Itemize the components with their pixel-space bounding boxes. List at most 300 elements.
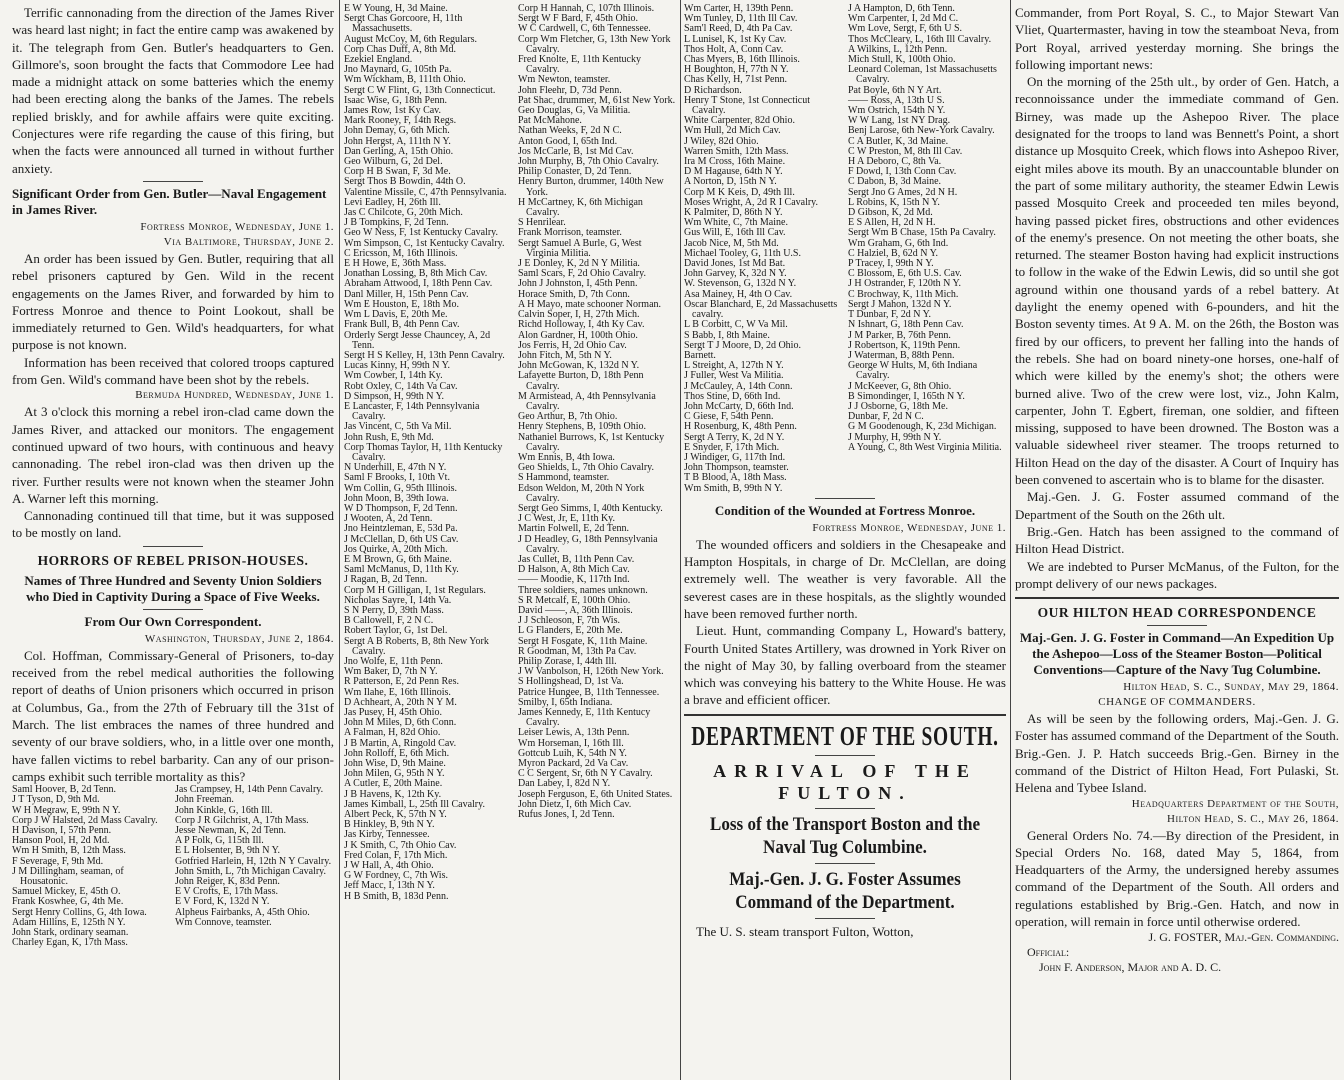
name-entry: Wm Graham, G, 6th Ind. bbox=[848, 237, 949, 249]
name-entry: S Hollingshead, D, 1st Va. bbox=[518, 676, 624, 688]
name-entry: S N Perry, D, 39th Mass. bbox=[344, 604, 444, 616]
name-entry: J C West, Jr, E, 11th Ky. bbox=[518, 513, 616, 525]
name-entry: J Robertson, K, 119th Penn. bbox=[848, 339, 961, 351]
article-paragraph: Col. Hoffman, Commissary-General of Prisoners, to-day received from the rebel medical authorities the following report of deaths of Union prisoners which occurred in prison at Columbus, Ga., from the 27th of February till the 31st of March. The list embraces the names of three hundred and seventy of our brave soldiers, who, in a little over one month, have fallen victims to rebel barbarity. Can any of our prison-camps exhibit such terrible mortality as this? bbox=[12, 647, 334, 784]
name-entry: S Hammond, teamster. bbox=[518, 472, 610, 484]
dateline: Headquarters Department of the South, bbox=[1131, 797, 1339, 810]
name-entry: E V Crofts, E, 17th Mass. bbox=[175, 886, 278, 898]
name-entry: Jas Kirby, Tennessee. bbox=[344, 829, 430, 841]
name-entry: Wm E Houston, E, 18th Mo. bbox=[344, 298, 459, 310]
name-entry: C W Preston, M, 8th Ill Cav. bbox=[848, 145, 963, 157]
article-paragraph: At 3 o'clock this morning a rebel iron-clad came down the James River, and attacked our monitors. The engagement continued upward of two hours, with continuous and heavy cannonading. The rebel iron-clad was then driven up the river. Further results were not known when the steamer John A. Warner left this morning. bbox=[12, 404, 334, 506]
column-5 bbox=[1015, 4, 1339, 975]
dateline: Hilton Head, S. C., Sunday, May 29, 1864. bbox=[1123, 681, 1339, 694]
section-subhead: CHANGE OF COMMANDERS. bbox=[1098, 696, 1256, 709]
name-entry: Ira M Cross, 16th Maine. bbox=[684, 156, 786, 168]
name-entry: Leonard Coleman, 1st Massachusetts Cavalry. bbox=[848, 64, 997, 86]
name-entry: B Simondinger, I, 165th N Y. bbox=[848, 390, 965, 402]
name-entry: Hanson Pool, H, 2d Md. bbox=[12, 835, 110, 847]
name-entry: C A Butler, K, 3d Maine. bbox=[848, 135, 949, 147]
name-entry: Thos McCleary, L, 16th Ill Cavalry. bbox=[848, 33, 992, 45]
name-entry: Sergt Thos B Bowdin, 44th O. bbox=[344, 176, 466, 188]
article-paragraph: Terrific cannonading from the direction of the James River was heard last night; in fact the entire camp was awakened by it. The telegraph from Gen. Butler's headquarters to Gen. Gillmore's, soon brought the facts that Commodore Lee had made a midnight attack on some batteries which the enemy had been erecting along the banks of the James. The rebels replied briskly, and for awhile affairs were quite exciting. Conjectures were rife regarding the cause of this firing, but when the facts were announced all turned in without further anxiety. bbox=[12, 5, 334, 176]
name-entry: —— Ross, A, 13th U S. bbox=[848, 94, 945, 106]
name-entry: Wm Carpenter, I, 2d Md C. bbox=[848, 13, 959, 25]
name-entry: John Demay, G, 6th Mich. bbox=[344, 125, 450, 137]
name-entry: Samuel Mickey, E, 45th O. bbox=[12, 886, 121, 898]
name-entry: Corp H B Swan, F, 3d Me. bbox=[344, 166, 451, 178]
name-entry: Jos Ferris, H, 2d Ohio Cav. bbox=[518, 339, 627, 351]
name-entry: Jonathan Lossing, B, 8th Mich Cav. bbox=[344, 268, 488, 280]
name-entry: W. Stevenson, G, 132d N Y. bbox=[684, 278, 797, 290]
name-entry: A H Mayo, mate schooner Norman. bbox=[518, 298, 662, 310]
name-entry: Wm Collin, G, 95th Illinois. bbox=[344, 482, 458, 494]
name-entry: Three soldiers, names unknown. bbox=[518, 584, 648, 596]
name-entry: Wm Newton, teamster. bbox=[518, 74, 611, 86]
name-entry: Henry Burton, drummer, 140th New York. bbox=[518, 176, 664, 198]
name-entry: J W Hall, A, 4th Ohio. bbox=[344, 860, 434, 872]
name-entry: Chas Myers, B, 16th Illinois. bbox=[684, 54, 800, 66]
name-entry: C Dabon, B, 3d Maine. bbox=[848, 176, 942, 188]
name-entry: Asa Mainey, H, 4th O Cav. bbox=[684, 288, 793, 300]
headline-department-south: DEPARTMENT OF THE SOUTH. bbox=[691, 720, 999, 751]
name-entry: John Stark, ordinary seaman. bbox=[12, 926, 129, 938]
column-rule bbox=[339, 0, 340, 1080]
name-entry: Jas Cullet, B, 11th Penn Cav. bbox=[518, 553, 635, 565]
name-entry: Leiser Lewis, A, 13th Penn. bbox=[518, 727, 630, 739]
name-entry: Jas Pusey, H, 45th Ohio. bbox=[344, 707, 442, 719]
name-entry: Wm White, C, 7th Maine. bbox=[684, 217, 788, 229]
name-entry: S R Metcalf, E, 100th Ohio. bbox=[518, 594, 631, 606]
name-entry: Sergt Henry Collins, G, 4th Iowa. bbox=[12, 906, 147, 918]
name-entry: Robert Taylor, G, 1st Del. bbox=[344, 625, 448, 637]
name-entry: N Underhill, E, 47th N Y. bbox=[344, 462, 447, 474]
name-column bbox=[175, 785, 334, 948]
name-entry: John Fleehr, D, 73d Penn. bbox=[518, 84, 622, 96]
name-entry: Corp M K Keis, D, 49th Ill. bbox=[684, 186, 795, 198]
column-1 bbox=[12, 4, 334, 948]
name-entry: Gotfried Harlein, H, 12th N Y Cavalry. bbox=[175, 855, 332, 867]
name-entry: L Streight, A, 127th N Y. bbox=[684, 360, 784, 372]
name-entry: D Halson, A, 8th Mich Cav. bbox=[518, 564, 630, 576]
name-entry: Wm Love, Sergt, F, 6th U S. bbox=[848, 23, 963, 35]
name-entry: John Fitch, M, 5th N Y. bbox=[518, 349, 612, 361]
divider bbox=[143, 609, 203, 610]
name-entry: Saml Scars, F, 2d Ohio Cavalry. bbox=[518, 268, 646, 280]
article-paragraph: Commander, from Port Royal, S. C., to Major Stewart Van Vliet, Quartermaster, having in tow the steamboat Neva, from Port Royal, arrived yesterday morning. She brings the following important news: bbox=[1015, 5, 1339, 72]
name-entry: John Thompson, teamster. bbox=[684, 462, 789, 474]
name-entry: Corp J W Halsted, 2d Mass Cavalry. bbox=[12, 814, 158, 826]
name-entry: Sergt Jno G Ames, 2d N H. bbox=[848, 186, 958, 198]
name-entry: Wm Tunley, D, 11th Ill Cav. bbox=[684, 13, 798, 25]
name-entry: Michael Tooley, G, 11th U.S. bbox=[684, 247, 801, 259]
name-entry: E Lancaster, F, 14th Pennsylvania Cavalry. bbox=[344, 400, 480, 423]
name-entry: H Boughton, H, 77th N Y. bbox=[684, 64, 789, 76]
name-entry: Corp Wm Fletcher, G, 13th New York Cavalry. bbox=[518, 33, 671, 55]
name-entry: G M Goodenough, K, 23d Michigan. bbox=[848, 421, 997, 433]
name-entry: Mark Rooney, F, 14th Regs. bbox=[344, 115, 457, 127]
name-entry: E Snyder, F, 17th Mich. bbox=[684, 441, 780, 453]
name-entry: Sergt T J Moore, D, 2d Ohio. bbox=[684, 339, 801, 351]
name-entry: Corp H Hannah, C, 107th Illinois. bbox=[518, 3, 655, 14]
name-entry: Wm Ostrich, 154th N Y. bbox=[848, 105, 946, 117]
name-entry: White Carpenter, 82d Ohio. bbox=[684, 115, 795, 127]
name-entry: Pat Shac, drummer, M, 61st New York. bbox=[518, 94, 676, 106]
name-entry: David ——, A, 36th Illinois. bbox=[518, 604, 633, 616]
name-entry: Sergt C W Flint, G, 13th Connecticut. bbox=[344, 84, 496, 96]
name-entry: Moses Wright, A, 2d R I Cavalry. bbox=[684, 196, 819, 208]
name-entry: Jas C Chilcote, G, 20th Mich. bbox=[344, 207, 463, 219]
signature: J. G. FOSTER, Maj.-Gen. Commanding. bbox=[1148, 930, 1339, 945]
name-entry: Geo Douglas, G, Va Militia. bbox=[518, 105, 631, 117]
name-entry: Dan Gerling, A, 15th Ohio. bbox=[344, 145, 454, 157]
name-entry: C Halziel, B, 62d N Y. bbox=[848, 247, 938, 259]
name-entry: Pat Boyle, 6th N Y Art. bbox=[848, 84, 942, 96]
name-column bbox=[684, 4, 842, 494]
name-entry: E V Ford, K, 132d N Y. bbox=[175, 896, 270, 908]
name-entry: Myron Packard, 2d Va Cav. bbox=[518, 758, 629, 770]
name-entry: Ezekiel England. bbox=[344, 54, 413, 66]
name-entry: Sergt Wm B Chase, 15th Pa Cavalry. bbox=[848, 227, 996, 239]
name-entry: H McCartney, K, 6th Michigan Cavalry. bbox=[518, 196, 643, 219]
article-paragraph: Brig.-Gen. Hatch has been assigned to the command of Hilton Head District. bbox=[1015, 523, 1339, 557]
article-paragraph: An order has been issued by Gen. Butler, requiring that all rebel prisoners captured by Gen. Wild in the recent engagements on the James River, and forwarded by him to Fortress Monroe and thence to Point Lookout, shall be immediately returned to Gen. Wild's headquarters, for what purpose is not known. bbox=[12, 250, 334, 353]
name-entry: R Goodman, M, 13th Pa Cav. bbox=[518, 645, 637, 657]
divider bbox=[143, 546, 203, 547]
signature: John F. Anderson, Major and A. D. C. bbox=[1039, 960, 1222, 975]
name-entry: Joseph Ferguson, E, 6th United States. bbox=[518, 788, 673, 800]
name-entry: J Wiley, 82d Ohio. bbox=[684, 135, 759, 147]
name-entry: F Severage, F, 9th Md. bbox=[12, 855, 104, 867]
name-entry: J H Ostrander, F, 120th N Y. bbox=[848, 278, 961, 290]
dateline: Fortress Monroe, Wednesday, June 1. bbox=[812, 521, 1006, 534]
name-entry: D M Hagause, 64th N Y. bbox=[684, 166, 783, 178]
name-entry: John Smith, L, 7th Michigan Cavalry. bbox=[175, 865, 327, 877]
name-entry: Jno Maynard, G, 105th Pa. bbox=[344, 64, 452, 76]
name-entry: James Kennedy, E, 11th Kentucy Cavalry. bbox=[518, 707, 651, 729]
name-entry: George W Hults, M, 6th Indiana Cavalry. bbox=[848, 360, 978, 382]
name-entry: D Achheart, A, 20th N Y M. bbox=[344, 696, 457, 708]
name-entry: Danl Miller, H, 15th Penn Cav. bbox=[344, 288, 469, 300]
name-entry: H B Smith, B, 183d Penn. bbox=[344, 890, 449, 902]
name-entry: Wm Connove, teamster. bbox=[175, 916, 272, 928]
article-paragraph: On the morning of the 25th ult., by order of Gen. Hatch, a reconnoissance under the immediate command of Gen. Birney, was made up the Ashepoo River. The place designated for the troops to land was Bennett's Point, a short distance up Mosquito Creek, which flows into Ashepoo River, eight miles above its mouth. By an unaccountable blunder on the part of some military authority, the steamer Edwin Lewis passed Mosquito Creek and proceeded ten miles beyond, having passed picket fires, obstructions and other evidences of the enemy's presence. On not meeting the other boats, she returned. The steamer Boston having had explicit instructions to follow in the wake of the Edwin Lewis, did so until she got aground within one thousand yards of a rebel battery. At daylight the enemy opened with 6-pounders, and hit the Boston seventy times. At 9 A. M. on the 26th, the Boston was fired by our officers, to prevent her falling into the hands of the rebels. She had on board ninety-one horses, one-half of which were killed by the enemy's shot; the others were burned alive. Two of the crew were lost, viz., John Kalm, carpenter, John T. Egbert, fireman, one soldier, and fifteen missing, supposed to have been drowned. The Boston was a valuable sidewheel river steamer. The troops returned to Hilton Head on the day of the disaster. A Court of Inquiry has been convened to ascertain who is to blame for the disaster. bbox=[1015, 74, 1339, 488]
name-entry: W D Thompson, F, 2d Tenn. bbox=[344, 502, 458, 514]
name-entry: James Row, 1st Ky Cav. bbox=[344, 105, 442, 117]
name-entry: Wm Baker, D, 7th N Y. bbox=[344, 666, 438, 678]
name-entry: K Palmiter, D, 86th N Y. bbox=[684, 207, 783, 219]
name-entry: L B Corbitt, C, W Va Mil. bbox=[684, 319, 788, 331]
name-entry: J McClellan, D, 6th US Cav. bbox=[344, 533, 459, 545]
name-entry: Dan Labey, I, 82d N Y. bbox=[518, 778, 611, 790]
name-entry: John Moon, B, 39th Iowa. bbox=[344, 492, 449, 504]
name-column bbox=[12, 785, 171, 948]
name-entry: E M Brown, G, 6th Maine. bbox=[344, 553, 452, 565]
name-entry: J McKeever, G, 8th Ohio. bbox=[848, 380, 952, 392]
name-entry: Sergt H Fosgate, K, 11th Maine. bbox=[518, 635, 648, 647]
name-entry: J Wooten, A, 2d Tenn. bbox=[344, 513, 433, 525]
name-entry: B Callowell, F, 2 N C. bbox=[344, 615, 434, 627]
column-3 bbox=[518, 4, 676, 820]
dateline: Fortress Monroe, Wednesday, June 1. bbox=[140, 220, 334, 233]
name-entry: E L Holsenter, B, 9th N Y. bbox=[175, 845, 281, 857]
name-entry: H Rosenburg, K, 48th Penn. bbox=[684, 421, 797, 433]
name-entry: J Waterman, B, 88th Penn. bbox=[848, 349, 955, 361]
divider bbox=[815, 755, 875, 756]
article-paragraph: As will be seen by the following orders, Maj.-Gen. J. G. Foster has assumed command of the Department of the South. Brig.-Gen. J. P. Hatch succeeds Brig.-Gen. Birney in the command of the District of Hilton Head, Fort Pulaski, St. Helena and Tybee Island. bbox=[1015, 711, 1339, 796]
name-entry: T B Blood, A, 18th Mass. bbox=[684, 472, 787, 484]
column-4 bbox=[684, 4, 1006, 940]
name-entry: R Patterson, E, 2d Penn Res. bbox=[344, 676, 459, 688]
divider bbox=[815, 863, 875, 864]
name-entry: A Wilkins, L, 12th Penn. bbox=[848, 43, 948, 55]
name-entry: John Dietz, I, 6th Mich Cav. bbox=[518, 798, 632, 810]
name-entry: J M Dillingham, seaman, of Housatonic. bbox=[12, 865, 124, 887]
name-entry: J K Smith, C, 7th Ohio Cav. bbox=[344, 839, 457, 851]
name-entry: Jos McCarle, B, 1st Md Cav. bbox=[518, 145, 634, 157]
name-entry: H A Deboro, C, 8th Va. bbox=[848, 156, 942, 168]
name-entry: Lafayette Burton, D, 18th Penn Cavalry. bbox=[518, 370, 644, 392]
name-entry: Thos Stine, D, 66th Ind. bbox=[684, 390, 781, 402]
name-entry: John Rush, E, 9th Md. bbox=[344, 431, 434, 443]
name-entry: L Robins, K, 15th N Y. bbox=[848, 196, 940, 208]
name-list bbox=[684, 4, 1006, 494]
name-entry: C Ericsson, M, 16th Illinois. bbox=[344, 247, 458, 259]
name-entry: Philip Conaster, D, 2d Tenn. bbox=[518, 166, 632, 178]
divider bbox=[684, 714, 1006, 716]
article-paragraph: Cannonading continued till that time, but it was supposed to be mostly on land. bbox=[12, 508, 334, 541]
name-entry: J B Tompkins, F, 2d Tenn. bbox=[344, 217, 449, 229]
name-entry: E W Young, H, 3d Maine. bbox=[344, 3, 448, 14]
name-entry: Gottcub Luih, K, 54th N Y. bbox=[518, 747, 627, 759]
name-entry: James Kimball, L, 25th Ill Cavalry. bbox=[344, 798, 485, 810]
name-entry: Henry Stephens, B, 109th Ohio. bbox=[518, 421, 647, 433]
name-entry: Corp Thomas Taylor, H, 11th Kentucky Cavalry. bbox=[344, 441, 503, 463]
name-entry: Wm Smith, B, 99th N Y. bbox=[684, 482, 783, 494]
name-entry: Jas Crampsey, H, 14th Penn Cavalry. bbox=[175, 784, 324, 796]
name-entry: Sergt A Terry, K, 2d N Y. bbox=[684, 431, 785, 443]
name-entry: Lucas Kinny, H, 99th N Y. bbox=[344, 360, 451, 372]
name-entry: Philip Zorase, I, 44th Ill. bbox=[518, 656, 617, 667]
name-entry: J J Schleoson, F, 7th Wis. bbox=[518, 615, 620, 627]
official-label: Official: bbox=[1027, 945, 1070, 960]
name-entry: Wm H Smith, B, 12th Mass. bbox=[12, 845, 126, 857]
name-entry: Edson Weldon, M, 20th N York Cavalry. bbox=[518, 482, 645, 504]
name-entry: L G Flanders, E, 20th Me. bbox=[518, 625, 623, 637]
correspondent-line: From Our Own Correspondent. bbox=[84, 613, 262, 629]
name-entry: A Cutler, E, 20th Maine. bbox=[344, 778, 443, 790]
name-entry: Wm Ilahe, E, 16th Illinois. bbox=[344, 686, 451, 698]
article-paragraph: Information has been received that colored troops captured from Gen. Wild's command have been shot by the rebels. bbox=[12, 354, 334, 388]
name-entry: A Young, C, 8th West Virginia Militia. bbox=[848, 441, 1002, 453]
name-entry: J M Parker, B, 76th Penn. bbox=[848, 329, 951, 341]
name-entry: John Garvey, K, 32d N Y. bbox=[684, 268, 787, 280]
divider bbox=[815, 808, 875, 809]
name-entry: Gus Will, E, 16th Ill Cav. bbox=[684, 227, 786, 239]
headline-butler-order: Significant Order from Gen. Butler—Naval Engagement in James River. bbox=[12, 185, 327, 217]
name-entry: J Murphy, H, 99th N Y. bbox=[848, 431, 942, 443]
name-entry: Rufus Jones, I, 2d Tenn. bbox=[518, 809, 615, 821]
column-rule bbox=[680, 0, 681, 1080]
name-entry: Dunbar, F, 2d N C. bbox=[848, 411, 924, 423]
name-entry: Saml Hoover, B, 2d Tenn. bbox=[12, 784, 116, 796]
name-entry: C Blossom, E, 6th U.S. Cav. bbox=[848, 268, 962, 280]
name-entry: Smilby, I, 65th Indiana. bbox=[518, 696, 613, 708]
name-entry: F Dowd, I, 13th Conn Cav. bbox=[848, 166, 957, 178]
name-entry: Saml F Brooks, I, 10th Vt. bbox=[344, 472, 450, 484]
dateline: Bermuda Hundred, Wednesday, June 1. bbox=[135, 389, 334, 402]
name-entry: Sergt Geo Simms, I, 40th Kentucky. bbox=[518, 502, 663, 514]
name-entry: Wm Horseman, I, 16th Ill. bbox=[518, 737, 624, 749]
name-entry: John Freeman. bbox=[175, 794, 234, 806]
divider bbox=[1147, 625, 1207, 626]
name-entry: Jno Wolfe, E, 11th Penn. bbox=[344, 656, 443, 667]
name-entry: J Ragan, B, 2d Tenn. bbox=[344, 574, 428, 586]
name-entry: J T Tyson, D, 9th Md. bbox=[12, 794, 100, 806]
name-entry: J J Osborne, G, 18th Me. bbox=[848, 400, 948, 412]
article-paragraph: Lieut. Hunt, commanding Company L, Howard's battery, Fourth United States Artillery, was drowned in York River on the night of May 30, by falling overboard from the steamer which was conveying his battery to the White House. He was a brave and efficient officer. bbox=[684, 623, 1006, 708]
name-entry: John M Miles, D, 6th Conn. bbox=[344, 717, 457, 729]
name-entry: B Hinkley, B, 9th N Y. bbox=[344, 819, 435, 831]
name-entry: Saml McManus, D, 11th Ky. bbox=[344, 564, 459, 576]
name-entry: Geo Arthur, B, 7th Ohio. bbox=[518, 411, 618, 423]
name-entry: W C Cardwell, C, 6th Tennessee. bbox=[518, 23, 651, 35]
article-paragraph: The wounded officers and soldiers in the Chesapeake and Hampton Hospitals, in charge of Dr. McClellan, are doing extremely well. The weather is very favorable. All the severest cases are in these hospitals, as the slightly wounded have been removed further north. bbox=[684, 536, 1006, 621]
name-entry: Jeff Macc, I, 13th N Y. bbox=[344, 880, 435, 892]
name-entry: Sergt H S Kelley, H, 13th Penn Cavalry. bbox=[344, 349, 505, 361]
name-column bbox=[848, 4, 1006, 494]
name-entry: Richd Holloway, I, 4th Ky Cav. bbox=[518, 319, 645, 331]
name-entry: Jno Heintzleman, E, 53d Pa. bbox=[344, 523, 458, 535]
name-entry: Frank Bull, B, 4th Penn Cav. bbox=[344, 319, 460, 331]
name-entry: Oscar Blanchard, E, 2d Massachusetts cavalry. bbox=[684, 298, 838, 321]
article-paragraph: Maj.-Gen. J. G. Foster assumed command of the Department of the South on the 26th ult. bbox=[1015, 489, 1339, 522]
name-entry: Wm Simpson, C, 1st Kentucky Cavalry. bbox=[344, 237, 505, 249]
name-entry: Thos Holt, A, Conn Cav. bbox=[684, 43, 784, 55]
name-entry: Sam'l Reed, D, 4th Pa Cav. bbox=[684, 23, 793, 35]
name-entry: J E Donley, K, 2d N Y Militia. bbox=[518, 258, 640, 270]
name-entry: E S Allen, H, 2d N H. bbox=[848, 217, 936, 229]
name-entry: C C Sergent, Sr, 6th N Y Cavalry. bbox=[518, 768, 653, 780]
name-entry: August McCoy, M, 6th Regulars. bbox=[344, 33, 477, 45]
name-entry: Geo Shields, L, 7th Ohio Cavalry. bbox=[518, 462, 655, 474]
name-entry: Barnett. bbox=[684, 349, 716, 361]
name-entry: S Henrilear. bbox=[518, 217, 566, 229]
name-entry: Wm Ennis, B, 4th Iowa. bbox=[518, 451, 615, 463]
name-entry: Adam Hillins, E, 125th N Y. bbox=[12, 916, 126, 928]
name-entry: Abraham Attwood, I, 18th Penn Cav. bbox=[344, 278, 493, 290]
article-paragraph: We are indebted to Purser McManus, of the Fulton, for the prompt delivery of our news packages. bbox=[1015, 558, 1339, 591]
name-entry: John Murphy, B, 7th Ohio Cavalry. bbox=[518, 156, 659, 168]
name-entry: Fred Colan, F, 17th Mich. bbox=[344, 849, 448, 861]
name-entry: Orderly Sergt Jesse Chauncey, A, 2d Tenn. bbox=[344, 329, 491, 351]
name-entry: Wm L Davis, E, 20th Me. bbox=[344, 309, 448, 321]
name-entry: John Kinkle, G, 16th Ill. bbox=[175, 804, 273, 816]
name-entry: M Armistead, A, 4th Pennsylvania Cavalry. bbox=[518, 390, 656, 412]
column-rule bbox=[1010, 0, 1011, 1080]
name-entry: J A Hampton, D, 6th Tenn. bbox=[848, 3, 955, 14]
name-entry: Corp J R Gilchrist, A, 17th Mass. bbox=[175, 814, 309, 826]
name-entry: D Richardson. bbox=[684, 84, 742, 96]
name-entry: Sergt A B Roberts, B, 8th New York Cavalry. bbox=[344, 635, 489, 657]
name-entry: John McCarty, D, 66th Ind. bbox=[684, 400, 794, 412]
name-entry: John J Johnston, I, 45th Penn. bbox=[518, 278, 638, 290]
name-entry: Geo W Ness, F, 1st Kentucky Cavalry. bbox=[344, 227, 498, 239]
name-entry: Wm Carter, H, 139th Penn. bbox=[684, 3, 794, 14]
divider bbox=[815, 918, 875, 919]
headline-prison-houses: HORRORS OF REBEL PRISON-HOUSES. bbox=[37, 552, 309, 568]
divider bbox=[815, 498, 875, 499]
name-entry: Warren Smith, 12th Mass. bbox=[684, 145, 789, 157]
name-entry: P Tracey, I, 99th N Y. bbox=[848, 258, 934, 270]
name-entry: Pat McMahone. bbox=[518, 115, 582, 127]
name-entry: Sergt Chas Gorcoore, H, 11th Massachusetts. bbox=[344, 13, 463, 35]
name-entry: Nicholas Sayre, I, 14th Va. bbox=[344, 594, 452, 606]
name-entry: Sergt Samuel A Burle, G, West Virginia Militia. bbox=[518, 237, 642, 259]
name-entry: Robt Oxley, C, 14th Va Cav. bbox=[344, 380, 458, 392]
name-entry: John Rolloff, E, 6th Mich. bbox=[344, 747, 450, 759]
name-entry: Henry T Stone, 1st Connecticut Cavalry. bbox=[684, 94, 811, 117]
divider bbox=[143, 181, 203, 182]
article-paragraph: General Orders No. 74.—By direction of the President, in Special Orders No. 168, dated May 5, 1864, from Headquarters of the Army, the undersigned hereby assumes command of the Department of the South. All orders and regulations established by Brig.-Gen. Hatch, and now in operation, will remain in force until otherwise ordered. bbox=[1015, 827, 1339, 930]
name-entry: J B Havens, K, 12th Ky. bbox=[344, 788, 442, 800]
name-entry: W W Lang, 1st NY Drag. bbox=[848, 115, 951, 127]
name-entry: A P Folk, G, 115th Ill. bbox=[175, 835, 264, 847]
name-column bbox=[344, 4, 514, 902]
name-entry: Sergt J Mahon, 132d N Y. bbox=[848, 298, 952, 310]
name-entry: John Wise, D, 9th Maine. bbox=[344, 758, 446, 770]
name-entry: Wm Cowber, I, 14th Ky. bbox=[344, 370, 443, 382]
name-entry: Frank Koswhee, G, 4th Me. bbox=[12, 896, 124, 908]
name-entry: Anton Good, I, 65th Ind. bbox=[518, 135, 618, 147]
name-entry: Corp Chas Duff, A, 8th Md. bbox=[344, 43, 457, 55]
name-entry: Jos Quirke, A, 20th Mich. bbox=[344, 543, 448, 555]
name-entry: A Norton, D, 15th N Y. bbox=[684, 176, 777, 188]
name-entry: L Lunisel, K, 1st Ky Cav. bbox=[684, 33, 787, 45]
name-entry: J McCauley, A, 14th Conn. bbox=[684, 380, 793, 392]
name-entry: D Simpson, H, 99th N Y. bbox=[344, 390, 445, 402]
name-entry: J B Martin, A, Ringold Cav. bbox=[344, 737, 457, 749]
name-entry: Calvin Soper, I, H, 27th Mich. bbox=[518, 309, 640, 321]
name-entry: J Windiger, G, 117th Ind. bbox=[684, 451, 786, 463]
headline-hilton-head: OUR HILTON HEAD CORRESPONDENCE bbox=[1037, 605, 1317, 621]
name-entry: G W Fordney, C, 7th Wis. bbox=[344, 870, 448, 882]
name-entry: Geo Wilburn, G, 2d Del. bbox=[344, 156, 443, 168]
name-entry: Isaac Wise, G, 18th Penn. bbox=[344, 94, 448, 106]
name-entry: E H Howe, E, 36th Mass. bbox=[344, 258, 447, 270]
column-2 bbox=[344, 4, 514, 902]
name-entry: J Fuller, West Va Militia. bbox=[684, 370, 784, 382]
article-paragraph: The U. S. steam transport Fulton, Wotton, bbox=[696, 923, 914, 939]
name-entry: Benj Larose, 6th New-York Cavalry. bbox=[848, 125, 995, 137]
name-entry: Martin Folwell, E, 2d Tenn. bbox=[518, 523, 630, 535]
name-entry: C Brochway, K, 11th Mich. bbox=[848, 288, 959, 300]
name-entry: Albert Peck, K, 57th N Y. bbox=[344, 809, 447, 821]
name-entry: Mich Stull, K, 100th Ohio. bbox=[848, 54, 956, 66]
name-entry: Alon Gardner, H, 100th Ohio. bbox=[518, 329, 638, 341]
name-entry: J D Headley, G, 18th Pennsylvania Cavalry. bbox=[518, 533, 658, 555]
headline-loss-boston: Loss of the Transport Boston and the Naval Tug Columbine. bbox=[709, 813, 981, 858]
headline-arrival-fulton: ARRIVAL OF THE FULTON. bbox=[713, 760, 977, 803]
name-entry: Levi Eadley, H, 26th Ill. bbox=[344, 196, 441, 208]
name-entry: Nathaniel Burrows, K, 1st Kentucky Cavalry. bbox=[518, 431, 665, 453]
headline-foster-command: Maj.-Gen. J. G. Foster Assumes Command of the Department. bbox=[729, 868, 961, 913]
divider bbox=[1015, 597, 1339, 599]
name-entry: Valentine Missile, C, 47th Pennsylvania. bbox=[344, 186, 507, 198]
name-entry: Alpheus Fairbanks, A, 45th Ohio. bbox=[175, 906, 310, 918]
name-entry: Sergt W F Bard, F, 45th Ohio. bbox=[518, 13, 639, 25]
dateline: Hilton Head, S. C., May 26, 1864. bbox=[1167, 812, 1339, 825]
